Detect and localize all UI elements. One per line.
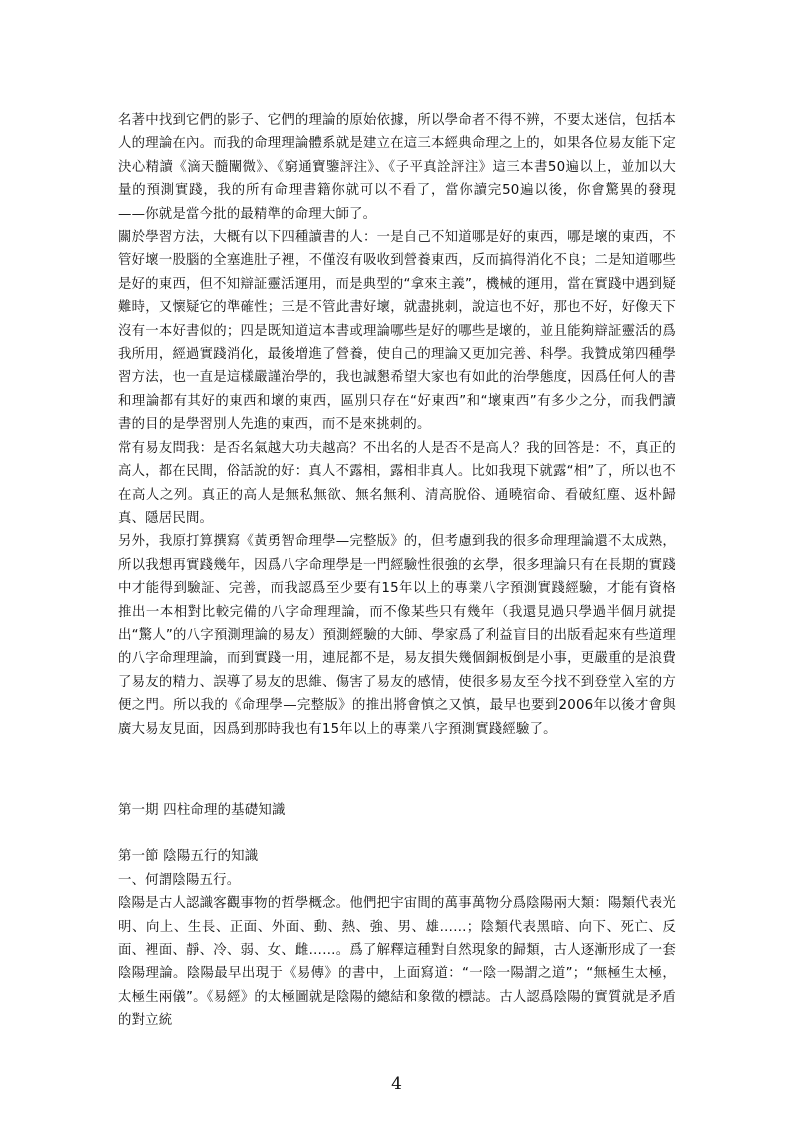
- paragraph-section-1: 陰陽是古人認識客觀事物的哲學概念。他們把宇宙間的萬事萬物分爲陰陽兩大類：陽類代表光明、向上、生長、正面、外面、動、熱、強、男、雄……；陰類代表黑暗、向下、死亡、反面、裡面、靜、冷、弱、女、雌……。爲了解釋這種對自然現象的歸類，古人逐漸形成了一套陰陽理論。陰陽最早出現于《易傳》的書中，上面寫道：“一陰一陽謂之道”；“無極生太極，太極生兩儀”。《易經》的太極圖就是陰陽的總結和象徵的標誌。古人認爲陰陽的實質就是矛盾的對立統: [118, 896, 676, 1029]
- chapter-title: 第一期 四柱命理的基礎知識: [118, 802, 286, 818]
- subsection-title: 一、何謂陰陽五行。: [118, 872, 241, 888]
- page-body: [118, 109, 676, 1033]
- paragraph-intro-4: 另外，我原打算撰寫《黃勇智命理學—完整版》的，但考慮到我的很多命理理論還不太成熟，所以我想再實踐幾年，因爲八字命理學是一門經驗性很強的玄學，很多理論只有在長期的實踐中才能得到驗証、完善，而我認爲至少要有15年以上的專業八字預測實踐經驗，才能有資格推出一本相對比較完備的八字命理理論，而不像某些只有幾年（我還見過只學過半個月就提出“驚人”的八字預測理論的易友）預測經驗的大師、學家爲了利益盲目的出版看起來有些道理的八字命理理論，而到實踐一用，連屁都不是，易友損失幾個銅板倒是小事，更嚴重的是浪費了易友的精力、誤導了易友的思維、傷害了易友的感情，使很多易友至今找不到登堂入室的方便之門。所以我的《命理學—完整版》的推出將會慎之又慎，最早也要到2006年以後才會與廣大易友見面，因爲到那時我也有15年以上的專業八字預測實踐經驗了。: [118, 534, 676, 737]
- paragraph-intro-1: 名著中找到它們的影子、它們的理論的原始依據，所以學命者不得不辨，不要太迷信，包括本人的理論在內。而我的命理理論體系就是建立在這三本經典命理之上的，如果各位易友能下定決心精讀《滴天髓闡微》、《窮通寶鑒評注》、《子平真詮評注》這三本書50遍以上，並加以大量的預測實踐，我的所有命理書籍你就可以不看了，當你讀完50遍以後，你會驚異的發現——你就是當今批的最精準的命理大師了。: [118, 113, 676, 222]
- page-number: 4: [391, 1074, 402, 1094]
- paragraph-intro-3: 常有易友問我：是否名氣越大功夫越高？不出名的人是否不是高人？我的回答是：不，真正的高人，都在民間，俗話說的好：真人不露相，露相非真人。比如我現下就露“相”了，所以也不在高人之列。真正的高人是無私無欲、無名無利、清高脫俗、通曉宿命、看破紅塵、返朴歸真、隱居民間。: [118, 440, 676, 526]
- paragraph-intro-2: 關於學習方法，大概有以下四種讀書的人：一是自己不知道哪是好的東西，哪是壞的東西，不管好壞一股腦的全塞進肚子裡，不僅沒有吸收到營養東西，反而搞得消化不良；二是知道哪些是好的東西，但不知辯証靈活運用，而是典型的“拿來主義”，機械的運用，當在實踐中遇到疑難時，又懷疑它的準確性；三是不管此書好壞，就盡挑刺，說這也不好，那也不好，好像天下沒有一本好書似的；四是既知道這本書或理論哪些是好的哪些是壞的，並且能夠辯証靈活的爲我所用，經過實踐消化，最後增進了營養，使自己的理論又更加完善、科學。我贊成第四種學習方法，也一直是這樣嚴謹治學的，我也誠懇希望大家也有如此的治學態度，因爲任何人的書和理論都有其好的東西和壞的東西，區別只存在“好東西”和“壞東西”有多少之分，而我們讀書的目的是學習別人先進的東西，而不是來挑刺的。: [118, 230, 676, 433]
- spacer: [118, 741, 676, 799]
- spacer: [118, 822, 676, 845]
- section-title: 第一節 陰陽五行的知識: [118, 849, 259, 865]
